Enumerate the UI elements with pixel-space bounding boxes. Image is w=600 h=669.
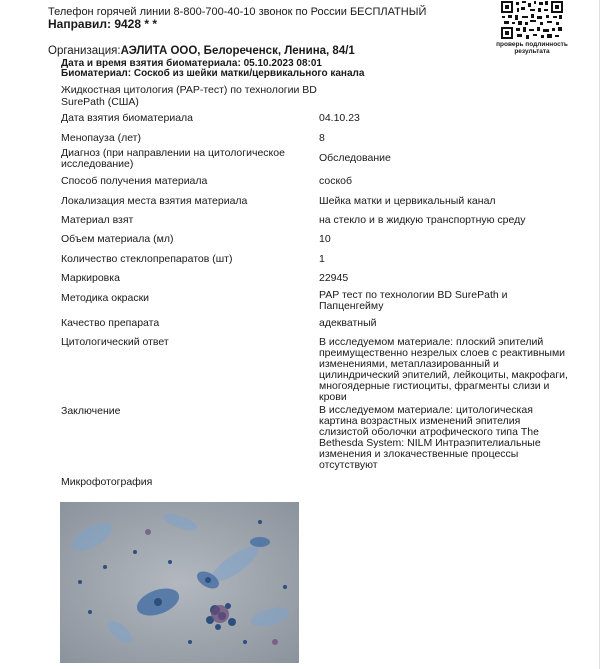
row-label: Цитологический ответ	[61, 336, 169, 348]
row-value: на стекло и в жидкую транспортную среду	[319, 214, 526, 226]
sample-datetime: Дата и время взятия биоматериала: 05.10.2023 08:01	[61, 58, 322, 69]
row-value: 22945	[319, 272, 349, 284]
row-label: Диагноз (при направлении на цитологическое исследование)	[61, 147, 285, 170]
row-label: Дата взятия биоматериала	[61, 112, 193, 124]
row-label: Менопауза (лет)	[61, 132, 141, 144]
photo-label: Микрофотография	[61, 476, 153, 488]
referral-label: Направил:	[48, 17, 111, 31]
qr-caption: проверь подлинность результата	[496, 41, 568, 55]
row-label: Заключение	[61, 405, 121, 417]
row-value: 04.10.23	[319, 112, 360, 124]
row-value: PAP тест по технологии BD SurePath и Папценгейму	[319, 289, 508, 312]
row-label: Материал взят	[61, 214, 134, 226]
row-value: Обследование	[319, 152, 391, 164]
row-value: 8	[319, 132, 325, 144]
row-value: соскоб	[319, 175, 353, 187]
row-label: Локализация места взятия материала	[61, 195, 248, 207]
micro-photo-image	[60, 502, 299, 663]
row-label: Маркировка	[61, 272, 120, 284]
row-label: Методика окраски	[61, 292, 150, 304]
row-value: 1	[319, 253, 325, 265]
row-value: В исследуемом материале: цитологическая картина возрастных изменений эпителия слизистой оболочки атрофического типа The Bethesda System: NILM Интраэпителиальные изменения и злокачественные процессы отсутствуют	[319, 404, 541, 471]
row-label: Количество стеклопрепаратов (шт)	[61, 253, 233, 265]
referral-value: 9428 * *	[114, 17, 158, 31]
referral-line	[48, 17, 157, 31]
row-value: 10	[319, 233, 331, 245]
organization-line	[48, 45, 355, 57]
micro-photo	[60, 502, 299, 663]
test-name: Жидкостная цитология (PAP-тест) по технологии BD SurePath (США)	[61, 84, 317, 108]
organization-name: АЭЛИТА ООО, Белореченск, Ленина, 84/1	[120, 45, 355, 57]
qr-code[interactable]	[500, 0, 564, 40]
row-value: В исследуемом материале: плоский эпителий преимущественно незрелых слоев с реактивными изменениями, метаплазированный и цилиндрический эпителий, лейкоциты, макрофаги, многоядерные гистиоциты, фрагменты слизи и крови	[319, 336, 568, 403]
qr-code-icon	[500, 0, 564, 40]
hotline-text: Телефон горячей линии 8-800-700-40-10 звонок по России БЕСПЛАТНЫЙ	[48, 6, 427, 18]
row-label: Объем материала (мл)	[61, 233, 174, 245]
row-label: Способ получения материала	[61, 175, 208, 187]
row-label: Качество препарата	[61, 317, 160, 329]
organization-label: Организация:	[48, 45, 121, 57]
biomaterial: Биоматериал: Соскоб из шейки матки/цервикального канала	[61, 68, 365, 79]
row-value: Шейка матки и цервикальный канал	[319, 195, 496, 207]
row-value: адекватный	[319, 317, 377, 329]
